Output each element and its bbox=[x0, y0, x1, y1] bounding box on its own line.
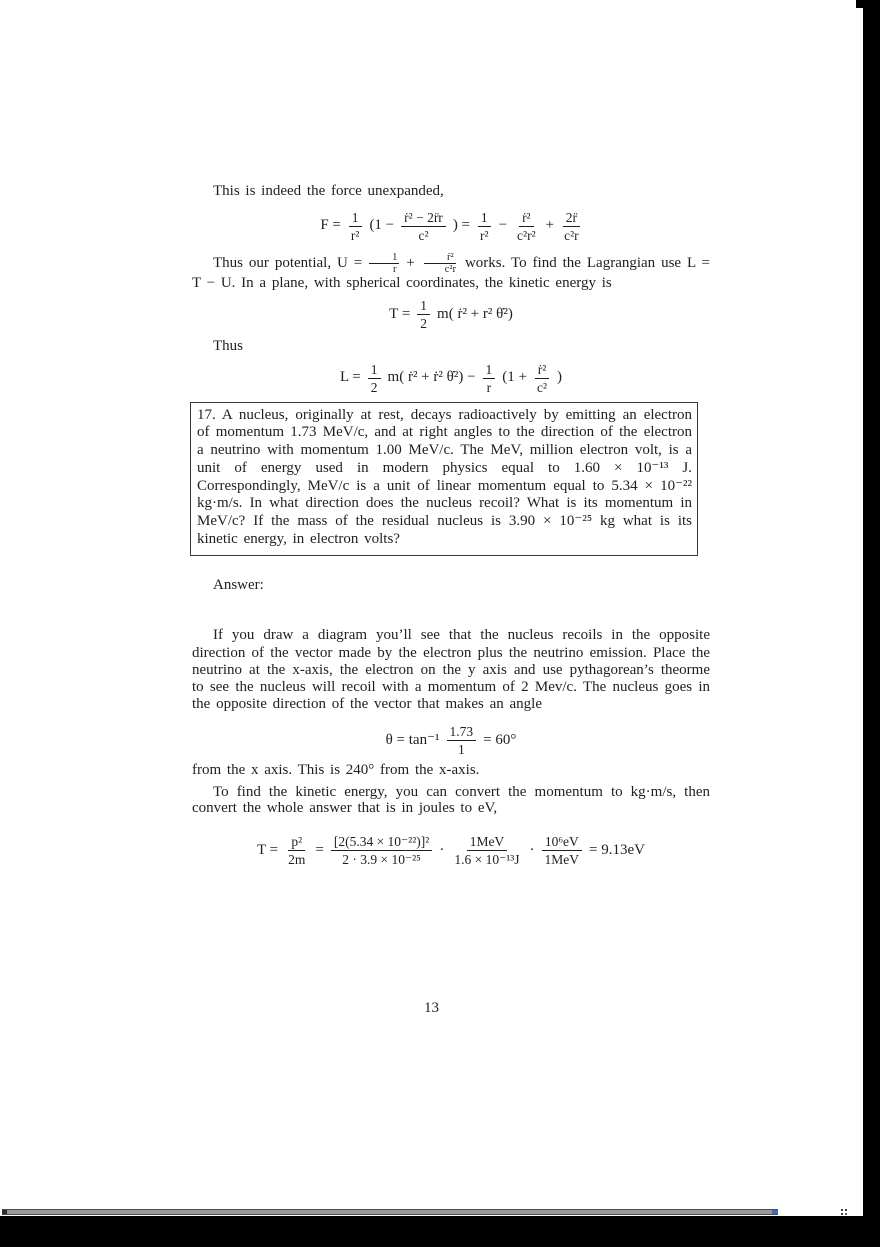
paragraph-thus: Thus bbox=[213, 338, 243, 354]
fraction: $\frac{\text{p²}}{2m}$ bbox=[288, 833, 306, 867]
equation-text: · bbox=[529, 841, 535, 858]
fraction: $\frac{1}{2}$ bbox=[368, 362, 381, 395]
fraction: $\frac{1.73}{1}$ bbox=[447, 724, 477, 757]
paragraph-answer-body: If you draw a diagram you’ll see that the nucleus recoils in the opposite direction of the vector made by the electron plus the neutrino emission. Place the neutrino at the x-axis, the electron on the y axis and use pythagorean’s theorme to see the nucleus will recoil with a momentum of 2 Mev/c. The nucleus goes in the opposite direction of the vector that makes an angle bbox=[192, 627, 710, 713]
problem-17-box: 17. A nucleus, originally at rest, decays radioactively by emitting an electron of momentum 1.73 MeV/c, and at right angles to the direction of the electron a neutrino with momentum 1.00 MeV/c. The MeV, million electron volt, is a unit of energy used in modern physics equal to 1.60 × 10⁻¹³ J. Correspondingly, MeV/c is a unit of linear momentum equal to 5.34 × 10⁻²² kg·m/s. In what direction does the nucleus recoil? What is its momentum in MeV/c? If the mass of the residual nucleus is 3.90 × 10⁻²⁵ kg what is its kinetic energy, in electron volts? bbox=[190, 402, 698, 556]
viewer-corner-notch bbox=[856, 0, 880, 8]
resize-grip-icon[interactable] bbox=[841, 1209, 848, 1216]
fraction: $\frac{\text{ṙ² − 2r̈r}}{\text{c²}}$ bbox=[401, 210, 446, 243]
fraction: $\frac{\text{[2(5.34 × 10⁻²²)]²}}{\text{2 · 3.9 × 10⁻²⁵}}$ bbox=[331, 834, 433, 867]
equation-text: m( ṙ² + r² θ̇²) bbox=[437, 305, 513, 322]
fraction: $\frac{1}{\text{r²}}$ bbox=[348, 210, 363, 243]
fraction: $\frac{2r̈}{\text{c²r}}$ bbox=[564, 209, 579, 243]
equation-text: (1 + bbox=[502, 369, 527, 386]
equation-text: F = bbox=[320, 217, 341, 234]
fraction: $\frac{1}{r}$ bbox=[369, 252, 399, 275]
scrollbar-thumb[interactable] bbox=[7, 1210, 772, 1214]
equation-text: m( ṙ² + ṙ² θ̇²) − bbox=[387, 369, 476, 386]
equation-kinetic-energy-calc bbox=[192, 834, 710, 867]
equation-text: (1 − bbox=[369, 217, 395, 234]
fraction: $\frac{\text{1MeV}}{\text{1.6 × 10⁻¹³J}}$ bbox=[454, 833, 520, 867]
equation-text: T = bbox=[256, 841, 279, 858]
fraction: $\frac{1}{2}$ bbox=[417, 298, 430, 331]
horizontal-scrollbar[interactable] bbox=[2, 1209, 778, 1215]
equation-angle bbox=[192, 724, 710, 757]
paragraph-intro: This is indeed the force unexpanded, bbox=[213, 183, 444, 199]
page-number: 13 bbox=[424, 1000, 439, 1016]
equation-text: = 60° bbox=[483, 732, 517, 749]
equation-text: + bbox=[545, 217, 555, 234]
equation-lagrangian bbox=[192, 362, 710, 395]
fraction: $\frac{\text{ṙ²}}{\text{c²r}}$ bbox=[422, 252, 458, 275]
fraction: $\frac{\text{10⁶eV}}{\text{1MeV}}$ bbox=[542, 834, 583, 867]
fraction: $\frac{1}{\text{r²}}$ bbox=[477, 210, 492, 243]
equation-text: · bbox=[439, 841, 445, 858]
scrollbar-right-tip bbox=[772, 1210, 778, 1214]
equation-text: L = bbox=[339, 369, 361, 386]
paragraph-from-axis: from the x axis. This is 240° from the x-axis. bbox=[192, 762, 480, 779]
equation-text: − bbox=[498, 217, 508, 234]
equation-text: works. To find the Lagrangian use L = T − U. In a plane, with spherical coordinates, the kinetic energy is bbox=[192, 254, 710, 291]
equation-text: ) = bbox=[452, 217, 471, 234]
answer-label: Answer: bbox=[213, 576, 264, 593]
equation-text: = 9.13eV bbox=[589, 841, 645, 858]
paragraph-potential bbox=[192, 252, 710, 293]
equation-kinetic-energy bbox=[192, 298, 710, 331]
equation-text: + bbox=[406, 254, 415, 271]
fraction: $\frac{\text{ṙ²}}{\text{c²}}$ bbox=[534, 362, 550, 395]
equation-text: = bbox=[315, 841, 324, 858]
equation-text: ) bbox=[557, 369, 563, 386]
fraction: $\frac{\text{ṙ²}}{\text{c²r²}}$ bbox=[517, 209, 536, 243]
paragraph-convert: To find the kinetic energy, you can convert the momentum to kg·m/s, then convert the whole answer that is in joules to eV, bbox=[192, 783, 710, 817]
fraction: $\frac{1}{r}$ bbox=[483, 362, 496, 395]
equation-force bbox=[192, 210, 710, 243]
page-content bbox=[192, 0, 710, 867]
equation-text: T = bbox=[389, 305, 411, 322]
equation-text: Thus our potential, U = bbox=[213, 254, 363, 271]
equation-text: θ = tan⁻¹ bbox=[385, 732, 440, 749]
